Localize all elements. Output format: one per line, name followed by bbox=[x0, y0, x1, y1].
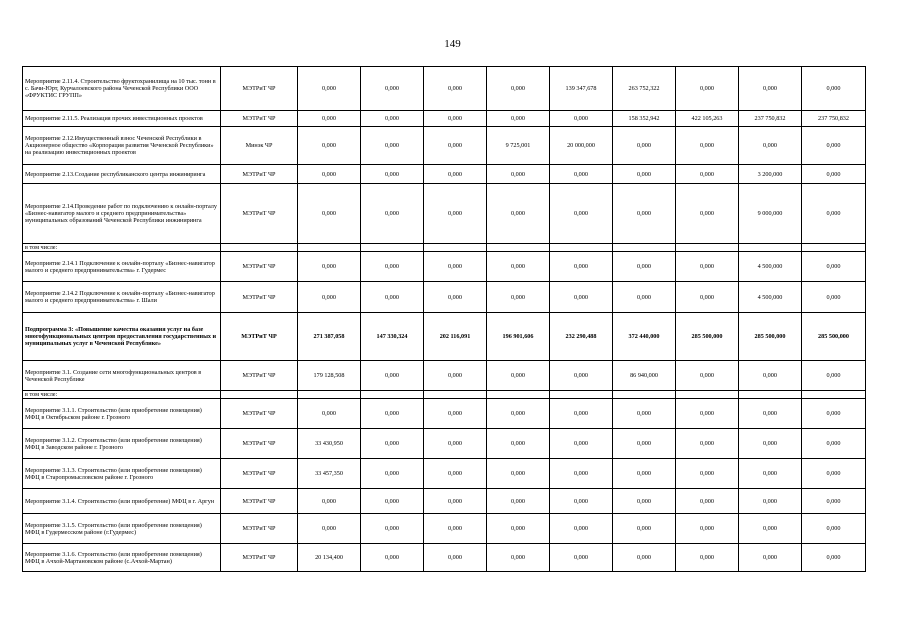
amount-cell: 0,000 bbox=[361, 184, 424, 244]
amount-cell: 0,000 bbox=[739, 429, 802, 459]
amount-cell: 0,000 bbox=[298, 399, 361, 429]
amount-cell: 0,000 bbox=[613, 459, 676, 489]
amount-cell: 0,000 bbox=[487, 184, 550, 244]
amount-cell bbox=[550, 391, 613, 399]
activity-name-cell: Мероприятие 2.12.Имущественный взнос Чеченской Республики в Акционерное общество «Корпорация развития Чеченской Республики» на реализацию инвестиционных проектов bbox=[23, 127, 221, 165]
activity-name-cell: Мероприятие 2.14.2 Подключение к онлайн-порталу «Бизнес-навигатор малого и среднего предпринимательства» г. Шали bbox=[23, 282, 221, 313]
amount-cell: 0,000 bbox=[802, 489, 866, 514]
table-row bbox=[23, 459, 866, 489]
amount-cell bbox=[424, 391, 487, 399]
amount-cell bbox=[613, 244, 676, 252]
amount-cell: 0,000 bbox=[550, 111, 613, 127]
activity-name-cell: Мероприятие 2.14.Проведение работ по подключению к онлайн-порталу «Бизнес-навигатор малого и среднего предпринимательства» муниципальных образований Чеченской Республики инжиниринга bbox=[23, 184, 221, 244]
amount-cell: 0,000 bbox=[361, 111, 424, 127]
amount-cell bbox=[802, 391, 866, 399]
amount-cell: 0,000 bbox=[424, 165, 487, 184]
amount-cell: 0,000 bbox=[802, 361, 866, 391]
amount-cell: 0,000 bbox=[613, 489, 676, 514]
amount-cell: 0,000 bbox=[424, 361, 487, 391]
table-row bbox=[23, 252, 866, 282]
amount-cell: 9 000,000 bbox=[739, 184, 802, 244]
amount-cell: 0,000 bbox=[676, 459, 739, 489]
amount-cell: 0,000 bbox=[424, 489, 487, 514]
amount-cell: 285 500,000 bbox=[676, 313, 739, 361]
amount-cell: 0,000 bbox=[550, 514, 613, 544]
amount-cell: 0,000 bbox=[361, 361, 424, 391]
amount-cell: 0,000 bbox=[424, 184, 487, 244]
table-row bbox=[23, 165, 866, 184]
amount-cell bbox=[802, 244, 866, 252]
amount-cell: 0,000 bbox=[613, 544, 676, 572]
amount-cell: 0,000 bbox=[802, 165, 866, 184]
amount-cell: 9 725,001 bbox=[487, 127, 550, 165]
amount-cell: 0,000 bbox=[424, 67, 487, 111]
amount-cell bbox=[298, 244, 361, 252]
amount-cell: 0,000 bbox=[613, 252, 676, 282]
amount-cell: 0,000 bbox=[361, 544, 424, 572]
amount-cell: 4 500,000 bbox=[739, 282, 802, 313]
amount-cell: 0,000 bbox=[361, 67, 424, 111]
amount-cell: 202 116,091 bbox=[424, 313, 487, 361]
table-row bbox=[23, 313, 866, 361]
amount-cell: 0,000 bbox=[676, 252, 739, 282]
amount-cell: 0,000 bbox=[424, 282, 487, 313]
amount-cell: 0,000 bbox=[802, 184, 866, 244]
amount-cell: 0,000 bbox=[802, 252, 866, 282]
amount-cell: 285 500,000 bbox=[739, 313, 802, 361]
amount-cell: 422 105,263 bbox=[676, 111, 739, 127]
amount-cell: 0,000 bbox=[802, 459, 866, 489]
amount-cell: 0,000 bbox=[550, 429, 613, 459]
table-row bbox=[23, 489, 866, 514]
amount-cell: 0,000 bbox=[298, 489, 361, 514]
amount-cell: 271 387,058 bbox=[298, 313, 361, 361]
table-row bbox=[23, 544, 866, 572]
amount-cell: 0,000 bbox=[802, 514, 866, 544]
table-row bbox=[23, 67, 866, 111]
amount-cell bbox=[739, 244, 802, 252]
table-row bbox=[23, 111, 866, 127]
amount-cell bbox=[676, 244, 739, 252]
executor-cell bbox=[221, 391, 298, 399]
executor-cell: МЭТРиТ ЧР bbox=[221, 111, 298, 127]
amount-cell: 20 134,400 bbox=[298, 544, 361, 572]
amount-cell: 179 128,508 bbox=[298, 361, 361, 391]
table-row bbox=[23, 429, 866, 459]
amount-cell: 0,000 bbox=[361, 127, 424, 165]
amount-cell: 0,000 bbox=[361, 514, 424, 544]
page-number: 149 bbox=[444, 38, 461, 50]
amount-cell: 0,000 bbox=[487, 67, 550, 111]
table-row bbox=[23, 127, 866, 165]
amount-cell: 0,000 bbox=[676, 544, 739, 572]
table-row bbox=[23, 361, 866, 391]
activity-name-cell: Мероприятие 3.1. Создание сети многофункциональных центров в Чеченской Республике bbox=[23, 361, 221, 391]
table-row bbox=[23, 391, 866, 399]
amount-cell: 0,000 bbox=[676, 361, 739, 391]
amount-cell: 86 940,000 bbox=[613, 361, 676, 391]
amount-cell: 0,000 bbox=[613, 399, 676, 429]
amount-cell: 0,000 bbox=[487, 459, 550, 489]
amount-cell bbox=[550, 244, 613, 252]
executor-cell: МЭТРиТ ЧР bbox=[221, 67, 298, 111]
amount-cell: 0,000 bbox=[298, 67, 361, 111]
amount-cell: 237 750,832 bbox=[739, 111, 802, 127]
amount-cell: 0,000 bbox=[739, 127, 802, 165]
amount-cell bbox=[739, 391, 802, 399]
amount-cell: 0,000 bbox=[487, 282, 550, 313]
amount-cell: 0,000 bbox=[802, 544, 866, 572]
executor-cell: МЭТРиТ ЧР bbox=[221, 429, 298, 459]
activity-name-cell: Мероприятие 2.13.Создание республиканского центра инжиниринга bbox=[23, 165, 221, 184]
amount-cell bbox=[361, 244, 424, 252]
amount-cell: 20 000,000 bbox=[550, 127, 613, 165]
amount-cell: 33 457,350 bbox=[298, 459, 361, 489]
amount-cell: 237 750,832 bbox=[802, 111, 866, 127]
amount-cell: 0,000 bbox=[487, 361, 550, 391]
amount-cell: 0,000 bbox=[487, 165, 550, 184]
amount-cell: 0,000 bbox=[487, 399, 550, 429]
amount-cell: 0,000 bbox=[676, 399, 739, 429]
table-row bbox=[23, 282, 866, 313]
amount-cell: 0,000 bbox=[424, 111, 487, 127]
activity-name-cell: Мероприятие 3.1.3. Строительство (или приобретение помещения) МФЦ в Старопромысловском районе г. Грозного bbox=[23, 459, 221, 489]
table-row bbox=[23, 184, 866, 244]
amount-cell: 0,000 bbox=[424, 544, 487, 572]
amount-cell: 0,000 bbox=[676, 127, 739, 165]
executor-cell: МЭТРиТ ЧР bbox=[221, 282, 298, 313]
amount-cell: 0,000 bbox=[361, 399, 424, 429]
amount-cell: 263 752,322 bbox=[613, 67, 676, 111]
amount-cell: 0,000 bbox=[613, 184, 676, 244]
table-body bbox=[23, 67, 866, 572]
amount-cell: 0,000 bbox=[298, 282, 361, 313]
activity-name-cell: Мероприятие 3.1.2. Строительство (или приобретение помещения) МФЦ в Заводском районе г. Грозного bbox=[23, 429, 221, 459]
amount-cell: 33 430,950 bbox=[298, 429, 361, 459]
amount-cell: 0,000 bbox=[424, 429, 487, 459]
amount-cell: 0,000 bbox=[739, 361, 802, 391]
amount-cell: 0,000 bbox=[424, 252, 487, 282]
activity-name-cell: Мероприятие 2.11.4. Строительство фруктохранилища на 10 тыс. тонн в с. Бачи-Юрт, Курчалоевского района Чеченской Республики ООО «ФРУКТИС ГРУПП» bbox=[23, 67, 221, 111]
amount-cell: 0,000 bbox=[487, 111, 550, 127]
amount-cell: 0,000 bbox=[298, 111, 361, 127]
amount-cell: 0,000 bbox=[487, 489, 550, 514]
executor-cell: МЭТРиТ ЧР bbox=[221, 361, 298, 391]
amount-cell: 0,000 bbox=[613, 514, 676, 544]
amount-cell: 0,000 bbox=[739, 514, 802, 544]
amount-cell: 0,000 bbox=[487, 514, 550, 544]
budget-table bbox=[22, 66, 866, 572]
amount-cell bbox=[361, 391, 424, 399]
amount-cell: 0,000 bbox=[676, 514, 739, 544]
amount-cell: 0,000 bbox=[739, 399, 802, 429]
amount-cell: 0,000 bbox=[802, 282, 866, 313]
activity-name-cell: Подпрограмма 3: «Повышение качества оказания услуг на базе многофункциональных центров предоставления государственных и муниципальных услуг в Чеченской Республике» bbox=[23, 313, 221, 361]
activity-name-cell: Мероприятие 3.1.6. Строительство (или приобретение помещения) МФЦ в Ачхой-Мартановском районе (с.Ачхой-Мартан) bbox=[23, 544, 221, 572]
amount-cell: 0,000 bbox=[487, 544, 550, 572]
table-row bbox=[23, 514, 866, 544]
activity-name-cell: Мероприятие 3.1.1. Строительство (или приобретение помещения) МФЦ в Октябрьском районе г. Грозного bbox=[23, 399, 221, 429]
amount-cell: 0,000 bbox=[676, 282, 739, 313]
amount-cell: 0,000 bbox=[361, 459, 424, 489]
amount-cell bbox=[676, 391, 739, 399]
amount-cell bbox=[487, 391, 550, 399]
amount-cell: 0,000 bbox=[298, 252, 361, 282]
executor-cell: Минэк ЧР bbox=[221, 127, 298, 165]
amount-cell bbox=[424, 244, 487, 252]
amount-cell: 0,000 bbox=[298, 165, 361, 184]
executor-cell: МЭТРиТ ЧР bbox=[221, 489, 298, 514]
amount-cell: 0,000 bbox=[676, 67, 739, 111]
amount-cell: 0,000 bbox=[739, 489, 802, 514]
table-row bbox=[23, 244, 866, 252]
amount-cell: 158 352,942 bbox=[613, 111, 676, 127]
amount-cell: 0,000 bbox=[361, 165, 424, 184]
executor-cell: МЭТРиТ ЧР bbox=[221, 165, 298, 184]
activity-name-cell: в том числе: bbox=[23, 244, 221, 252]
amount-cell: 285 500,000 bbox=[802, 313, 866, 361]
amount-cell: 0,000 bbox=[676, 489, 739, 514]
amount-cell: 0,000 bbox=[550, 282, 613, 313]
amount-cell bbox=[298, 391, 361, 399]
amount-cell: 0,000 bbox=[802, 127, 866, 165]
amount-cell: 0,000 bbox=[298, 184, 361, 244]
amount-cell: 0,000 bbox=[550, 459, 613, 489]
activity-name-cell: Мероприятие 2.11.5. Реализация прочих инвестиционных проектов bbox=[23, 111, 221, 127]
amount-cell: 0,000 bbox=[487, 429, 550, 459]
amount-cell: 0,000 bbox=[739, 544, 802, 572]
amount-cell: 0,000 bbox=[676, 184, 739, 244]
amount-cell: 0,000 bbox=[361, 489, 424, 514]
executor-cell bbox=[221, 244, 298, 252]
amount-cell: 0,000 bbox=[802, 67, 866, 111]
amount-cell: 0,000 bbox=[802, 429, 866, 459]
amount-cell: 372 440,000 bbox=[613, 313, 676, 361]
executor-cell: МЭТРиТ ЧР bbox=[221, 184, 298, 244]
amount-cell: 232 290,488 bbox=[550, 313, 613, 361]
amount-cell: 0,000 bbox=[613, 282, 676, 313]
executor-cell: МЭТРиТ ЧР bbox=[221, 459, 298, 489]
amount-cell: 0,000 bbox=[613, 429, 676, 459]
amount-cell: 0,000 bbox=[487, 252, 550, 282]
amount-cell: 0,000 bbox=[361, 282, 424, 313]
amount-cell: 0,000 bbox=[361, 252, 424, 282]
amount-cell: 0,000 bbox=[802, 399, 866, 429]
activity-name-cell: в том числе: bbox=[23, 391, 221, 399]
activity-name-cell: Мероприятие 2.14.1 Подключение к онлайн-порталу «Бизнес-навигатор малого и среднего предпринимательства» г. Гудермес bbox=[23, 252, 221, 282]
amount-cell: 0,000 bbox=[550, 165, 613, 184]
amount-cell: 0,000 bbox=[550, 399, 613, 429]
amount-cell: 0,000 bbox=[298, 127, 361, 165]
amount-cell: 0,000 bbox=[676, 165, 739, 184]
amount-cell: 3 200,000 bbox=[739, 165, 802, 184]
amount-cell: 0,000 bbox=[424, 399, 487, 429]
amount-cell: 0,000 bbox=[424, 127, 487, 165]
amount-cell: 0,000 bbox=[550, 544, 613, 572]
amount-cell: 0,000 bbox=[550, 184, 613, 244]
amount-cell: 0,000 bbox=[550, 361, 613, 391]
activity-name-cell: Мероприятие 3.1.5. Строительство (или приобретение помещения) МФЦ в Гудермесском районе (г.Гудермес) bbox=[23, 514, 221, 544]
executor-cell: МЭТРиТ ЧР bbox=[221, 313, 298, 361]
table-row bbox=[23, 399, 866, 429]
amount-cell: 147 330,324 bbox=[361, 313, 424, 361]
amount-cell: 139 347,678 bbox=[550, 67, 613, 111]
amount-cell bbox=[487, 244, 550, 252]
amount-cell: 0,000 bbox=[298, 514, 361, 544]
executor-cell: МЭТРиТ ЧР bbox=[221, 252, 298, 282]
amount-cell: 0,000 bbox=[424, 459, 487, 489]
amount-cell: 4 500,000 bbox=[739, 252, 802, 282]
amount-cell: 0,000 bbox=[739, 67, 802, 111]
amount-cell: 0,000 bbox=[550, 489, 613, 514]
amount-cell bbox=[613, 391, 676, 399]
amount-cell: 0,000 bbox=[739, 459, 802, 489]
amount-cell: 196 901,606 bbox=[487, 313, 550, 361]
amount-cell: 0,000 bbox=[613, 127, 676, 165]
executor-cell: МЭТРиТ ЧР bbox=[221, 514, 298, 544]
executor-cell: МЭТРиТ ЧР bbox=[221, 399, 298, 429]
amount-cell: 0,000 bbox=[550, 252, 613, 282]
executor-cell: МЭТРиТ ЧР bbox=[221, 544, 298, 572]
amount-cell: 0,000 bbox=[676, 429, 739, 459]
activity-name-cell: Мероприятие 3.1.4. Строительство (или приобретение) МФЦ в г. Аргун bbox=[23, 489, 221, 514]
amount-cell: 0,000 bbox=[361, 429, 424, 459]
amount-cell: 0,000 bbox=[613, 165, 676, 184]
amount-cell: 0,000 bbox=[424, 514, 487, 544]
